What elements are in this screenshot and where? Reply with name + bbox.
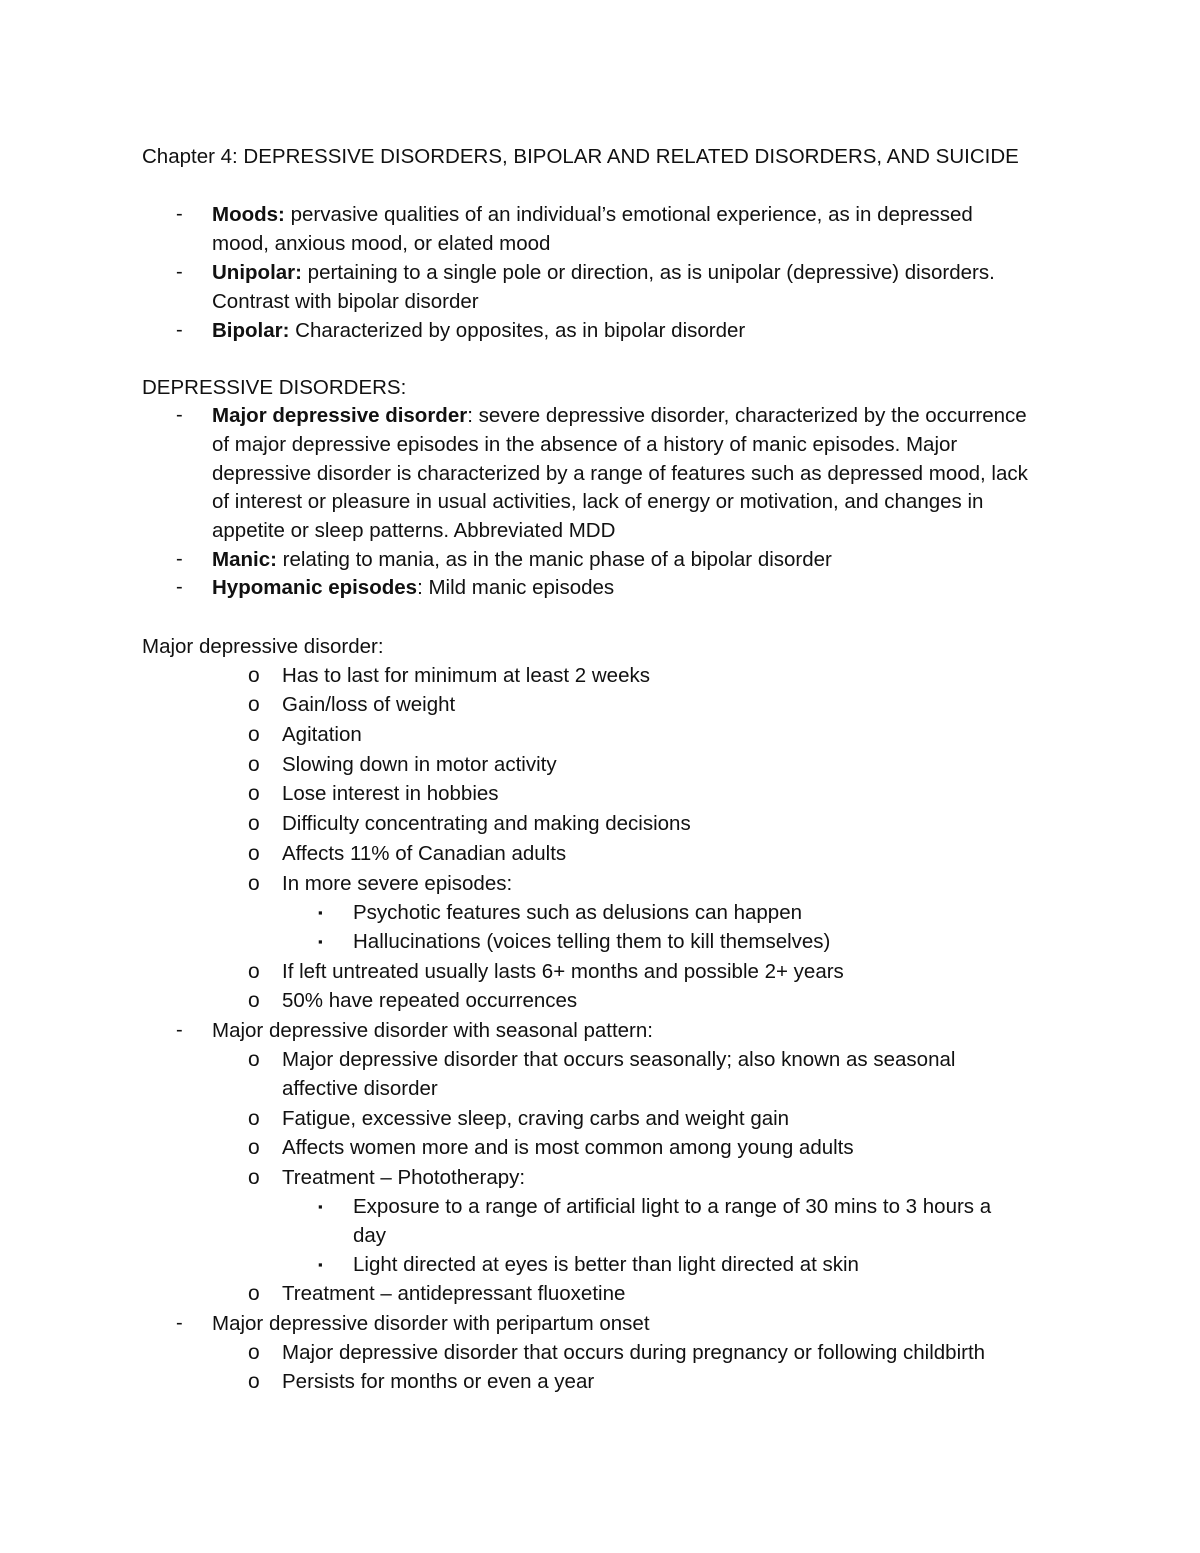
list-item: Agitation — [282, 723, 362, 746]
dash-bullet: - — [176, 203, 183, 225]
list-item: Fatigue, excessive sleep, craving carbs and weight gain — [282, 1107, 790, 1130]
circle-bullet: o — [248, 1166, 260, 1189]
sub-list-item: Light directed at eyes is better than light directed at skin — [353, 1253, 859, 1276]
circle-bullet: o — [248, 1107, 260, 1130]
definition-bipolar — [212, 316, 745, 346]
circle-bullet: o — [248, 872, 260, 895]
sub-list-item-cont: day — [353, 1224, 387, 1247]
mdd-heading: Major depressive disorder: — [142, 635, 384, 658]
definition-manic — [212, 545, 832, 575]
circle-bullet: o — [248, 989, 260, 1012]
dash-bullet: - — [176, 548, 183, 570]
definition-moods — [212, 200, 973, 230]
peripartum-heading: Major depressive disorder with peripartum onset — [212, 1312, 650, 1335]
list-item: In more severe episodes: — [282, 872, 513, 895]
list-item: Slowing down in motor activity — [282, 753, 557, 776]
circle-bullet: o — [248, 1282, 260, 1305]
definition-hypomanic — [212, 573, 614, 603]
term-unipolar: Unipolar: — [212, 261, 302, 284]
depressive-disorders-heading: DEPRESSIVE DISORDERS: — [142, 376, 407, 399]
list-item: If left untreated usually lasts 6+ months and possible 2+ years — [282, 960, 844, 983]
list-item: Major depressive disorder that occurs seasonally; also known as seasonal — [282, 1048, 956, 1071]
circle-bullet: o — [248, 812, 260, 835]
list-item: Gain/loss of weight — [282, 693, 456, 716]
list-item: Affects women more and is most common among young adults — [282, 1136, 854, 1159]
circle-bullet: o — [248, 960, 260, 983]
list-item-cont: affective disorder — [282, 1077, 438, 1100]
sub-list-item: Psychotic features such as delusions can happen — [353, 901, 802, 924]
circle-bullet: o — [248, 1341, 260, 1364]
circle-bullet: o — [248, 723, 260, 746]
definition-text: pertaining to a single pole or direction, as is unipolar (depressive) disorders. — [301, 261, 995, 284]
dash-bullet: - — [176, 1019, 183, 1041]
circle-bullet: o — [248, 753, 260, 776]
circle-bullet: o — [248, 1048, 260, 1071]
seasonal-heading: Major depressive disorder with seasonal pattern: — [212, 1019, 653, 1042]
dash-bullet: - — [176, 404, 183, 426]
term-bipolar: Bipolar: — [212, 319, 290, 342]
square-bullet: ▪ — [318, 934, 323, 949]
circle-bullet: o — [248, 1136, 260, 1159]
definition-mdd — [212, 401, 1027, 431]
circle-bullet: o — [248, 1370, 260, 1393]
dash-bullet: - — [176, 319, 183, 341]
definition-mdd-cont: appetite or sleep patterns. Abbreviated MDD — [212, 519, 616, 542]
square-bullet: ▪ — [318, 1199, 323, 1214]
circle-bullet: o — [248, 842, 260, 865]
circle-bullet: o — [248, 782, 260, 805]
list-item: Treatment – Phototherapy: — [282, 1166, 526, 1189]
circle-bullet: o — [248, 693, 260, 716]
term-manic: Manic: — [212, 548, 277, 571]
dash-bullet: - — [176, 261, 183, 283]
list-item: Lose interest in hobbies — [282, 782, 499, 805]
circle-bullet: o — [248, 664, 260, 687]
chapter-title: Chapter 4: DEPRESSIVE DISORDERS, BIPOLAR AND RELATED DISORDERS, AND SUICIDE — [142, 145, 1019, 168]
term-moods: Moods: — [212, 203, 285, 226]
list-item: Treatment – antidepressant fluoxetine — [282, 1282, 626, 1305]
definition-mdd-cont: of major depressive episodes in the absence of a history of manic episodes. Major — [212, 433, 958, 456]
term-hypomanic: Hypomanic episodes — [212, 576, 418, 599]
sub-list-item: Exposure to a range of artificial light to a range of 30 mins to 3 hours a — [353, 1195, 992, 1218]
definition-moods-cont: mood, anxious mood, or elated mood — [212, 232, 551, 255]
list-item: Difficulty concentrating and making decisions — [282, 812, 691, 835]
list-item: Affects 11% of Canadian adults — [282, 842, 567, 865]
sub-list-item: Hallucinations (voices telling them to kill themselves) — [353, 930, 831, 953]
list-item: 50% have repeated occurrences — [282, 989, 578, 1012]
definition-text: pervasive qualities of an individual’s emotional experience, as in depressed — [284, 203, 973, 226]
list-item: Has to last for minimum at least 2 weeks — [282, 664, 650, 687]
definition-unipolar-cont: Contrast with bipolar disorder — [212, 290, 479, 313]
list-item: Persists for months or even a year — [282, 1370, 595, 1393]
definition-text: relating to mania, as in the manic phase of a bipolar disorder — [276, 548, 832, 571]
square-bullet: ▪ — [318, 1257, 323, 1272]
definition-mdd-cont: of interest or pleasure in usual activities, lack of energy or motivation, and changes in — [212, 490, 984, 513]
definition-text: : Mild manic episodes — [417, 576, 615, 599]
dash-bullet: - — [176, 1312, 183, 1334]
definition-text: Characterized by opposites, as in bipolar disorder — [289, 319, 746, 342]
definition-unipolar — [212, 258, 995, 288]
definition-text: : severe depressive disorder, characterized by the occurrence — [467, 404, 1027, 427]
term-mdd: Major depressive disorder — [212, 404, 468, 427]
list-item: Major depressive disorder that occurs during pregnancy or following childbirth — [282, 1341, 986, 1364]
dash-bullet: - — [176, 576, 183, 598]
definition-mdd-cont: depressive disorder is characterized by a range of features such as depressed mood, lack — [212, 462, 1028, 485]
square-bullet: ▪ — [318, 905, 323, 920]
